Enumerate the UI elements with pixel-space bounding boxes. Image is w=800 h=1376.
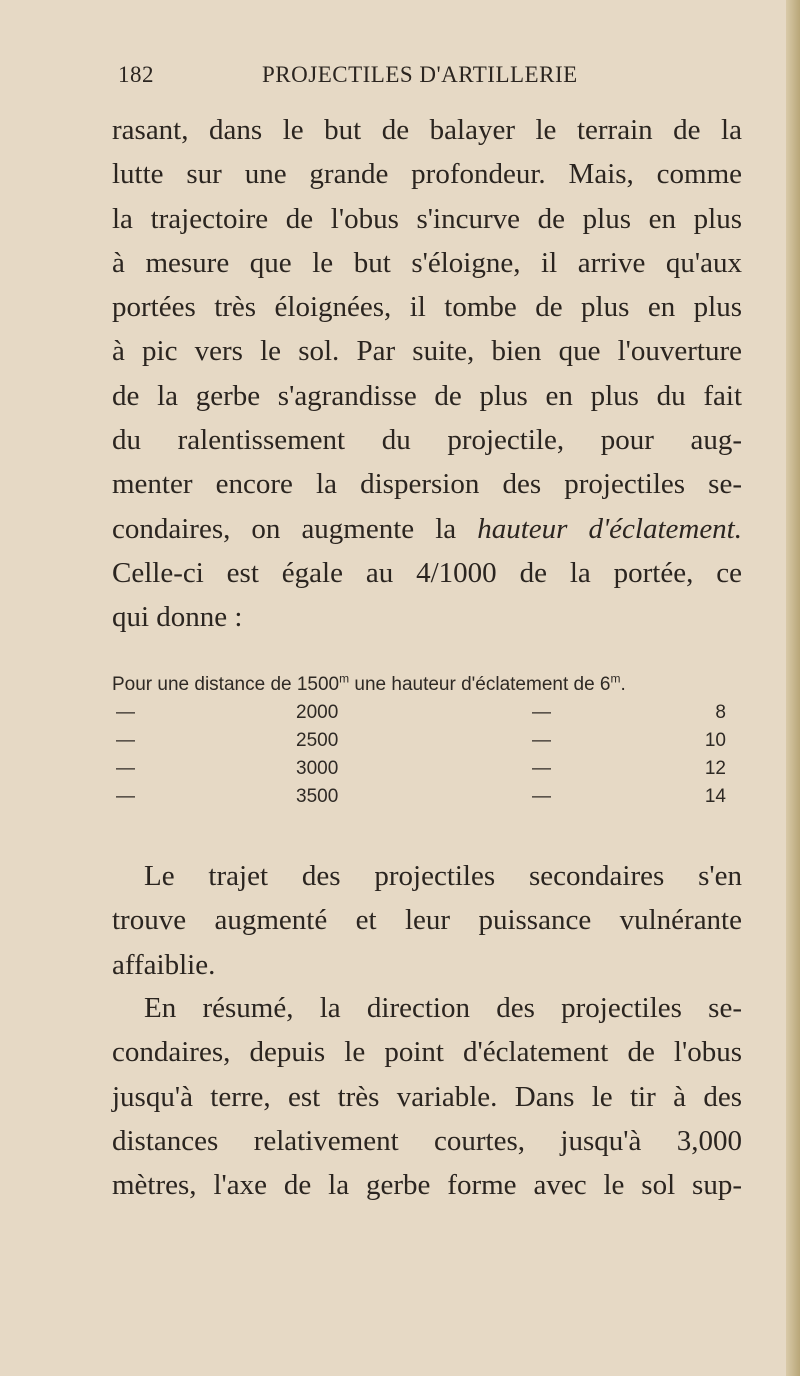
burst-height-table	[112, 671, 742, 814]
ditto-dash: —	[532, 786, 551, 807]
text-line: En résumé, la direction des projectiles se-	[144, 992, 742, 1024]
distance-value: 3500	[296, 786, 339, 807]
table-row	[112, 758, 742, 786]
text-line	[112, 507, 742, 551]
table-intro	[112, 671, 742, 702]
text-line: Le trajet des projectiles secondaires s'en	[144, 860, 742, 892]
emphasis-term: hauteur d'éclatement.	[477, 512, 742, 545]
text-line: la trajectoire de l'obus s'incurve de plus en plus	[112, 202, 742, 235]
unit-sup: m	[339, 671, 350, 686]
height-value: 8	[715, 702, 726, 723]
height-value: 12	[704, 758, 726, 779]
paragraph-1	[112, 108, 742, 640]
text-line: à mesure que le but s'éloigne, il arrive qu'aux	[112, 246, 742, 279]
page-edge	[786, 0, 800, 1376]
ditto-dash: —	[116, 702, 135, 723]
line-text: condaires, on augmente la	[112, 512, 478, 545]
text-line: qui donne :	[112, 601, 243, 634]
running-title: PROJECTILES D'ARTILLERIE	[262, 62, 578, 87]
text-line: distances relativement courtes, jusqu'à 3,000	[112, 1124, 742, 1157]
ditto-dash: —	[116, 786, 135, 807]
unit-sup: m	[610, 671, 621, 686]
text-line: du ralentissement du projectile, pour aug-	[112, 424, 742, 457]
height-value: 10	[704, 730, 726, 751]
text-line: Celle-ci est égale au 4/1000 de la portée, ce	[112, 556, 742, 589]
text-line: menter encore la dispersion des projectiles se-	[112, 468, 742, 501]
intro-text: .	[620, 674, 626, 695]
distance-value: 2500	[296, 730, 339, 751]
text-line: portées très éloignées, il tombe de plus en plus	[112, 291, 742, 324]
paragraph-2	[112, 854, 742, 987]
text-line: rasant, dans le but de balayer le terrain de la	[112, 114, 742, 146]
ditto-dash: —	[116, 730, 135, 751]
text-line: mètres, l'axe de la gerbe forme avec le sol sup-	[112, 1169, 742, 1202]
text-line: jusqu'à terre, est très variable. Dans le tir à des	[112, 1080, 742, 1113]
table-row	[112, 730, 742, 758]
intro-text: Pour une distance de 1500	[112, 674, 340, 695]
ditto-dash: —	[532, 730, 551, 751]
paragraph-3	[112, 986, 742, 1207]
table-row	[112, 702, 742, 730]
text-line: lutte sur une grande profondeur. Mais, comme	[112, 158, 742, 191]
distance-value: 3000	[296, 758, 339, 779]
ditto-dash: —	[532, 758, 551, 779]
running-header	[112, 62, 732, 92]
ditto-dash: —	[532, 702, 551, 723]
text-line: affaiblie.	[112, 948, 216, 981]
table-row	[112, 786, 742, 814]
ditto-dash: —	[116, 758, 135, 779]
height-value: 14	[704, 786, 726, 807]
intro-text: une hauteur d'éclatement de 6	[349, 674, 611, 695]
text-line: condaires, depuis le point d'éclatement de l'obus	[112, 1036, 742, 1069]
text-line: trouve augmenté et leur puissance vulnérante	[112, 904, 742, 937]
page-number: 182	[118, 62, 154, 87]
text-line: à pic vers le sol. Par suite, bien que l'ouverture	[112, 335, 742, 368]
text-line: de la gerbe s'agrandisse de plus en plus du fait	[112, 379, 742, 412]
distance-value: 2000	[296, 702, 339, 723]
